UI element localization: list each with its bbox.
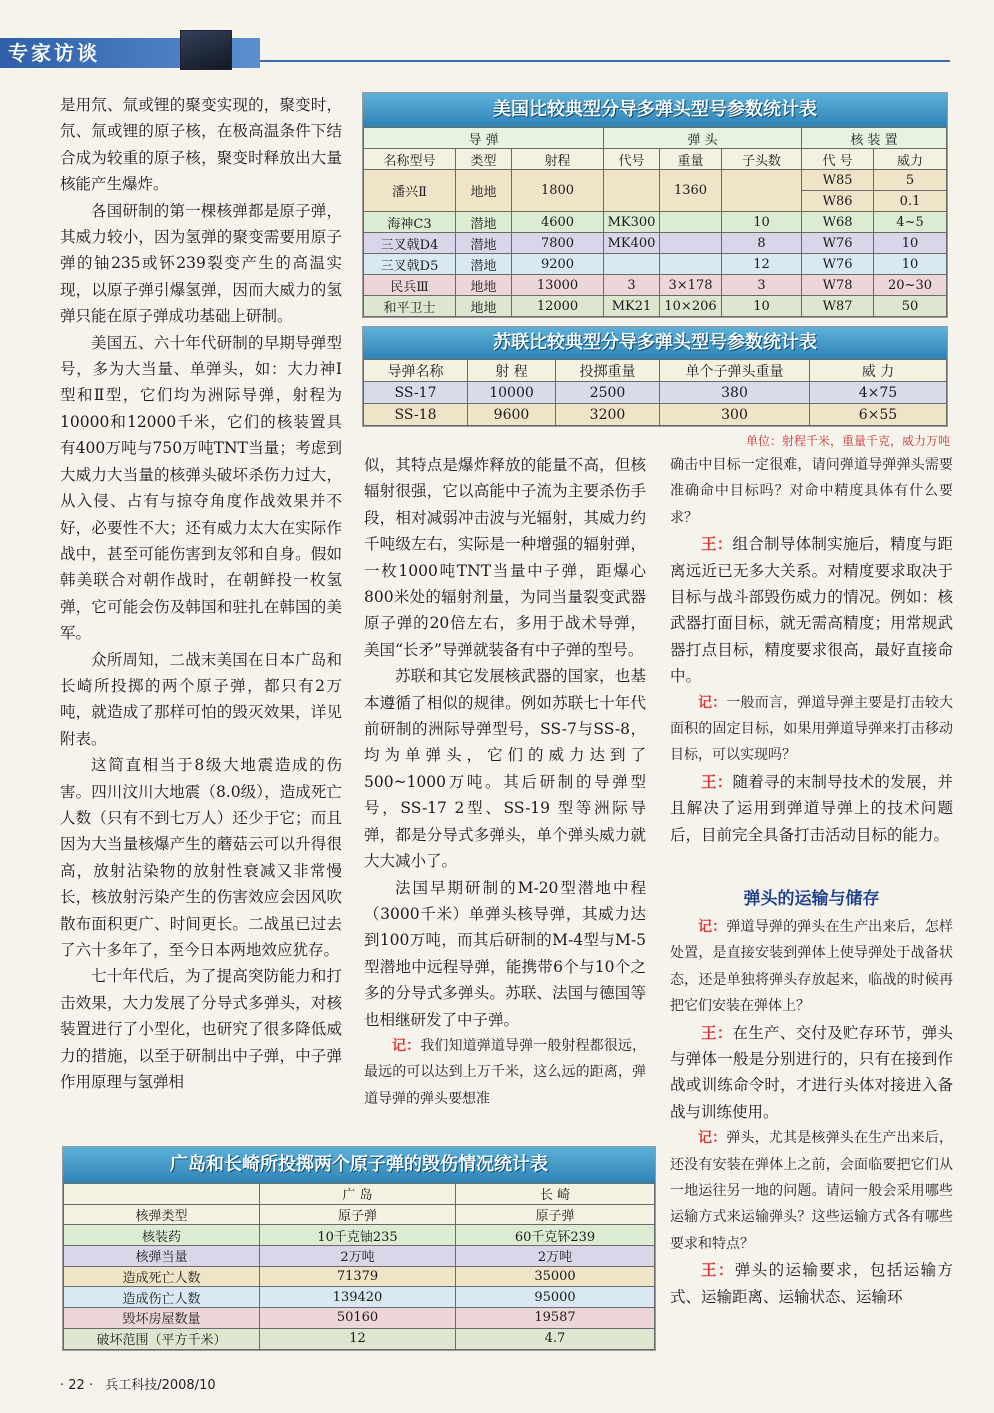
column-header: 名称型号 [364, 149, 456, 170]
cell: 0.1 [874, 191, 947, 212]
cell: 原子弹 [260, 1204, 456, 1225]
cell: 毁坏房屋数量 [64, 1308, 260, 1329]
cell: 60千克钚239 [456, 1225, 655, 1246]
page-footer [60, 1374, 216, 1393]
answer-text: 在生产、交付及贮存环节，弹头与弹体一般是分别进行的，只有在接到作战或训练命令时，才进行头体对接进入备战与训练使用。 [670, 1023, 953, 1121]
cell: 4.7 [456, 1328, 655, 1349]
column-2 [364, 452, 646, 1112]
cell: 地地 [456, 170, 512, 212]
cell: 2万吨 [456, 1246, 655, 1267]
interview-question [670, 914, 953, 1020]
interview-answer [670, 531, 953, 689]
answer-text: 组合制导体制实施后，精度与距离远近已无多大关系。对精度要求取决于目标与战斗部毁伤威力的情况。例如：核武器打面目标，就无需高精度；用常规武器打点目标，精度要求很高，最好直接命中。 [670, 535, 953, 686]
table-row [64, 1287, 655, 1308]
column-3-lower [670, 914, 953, 1310]
header-photo [180, 30, 232, 70]
cell: 4~5 [874, 212, 947, 233]
cell: 139420 [260, 1287, 456, 1308]
cell: SS-17 [364, 382, 468, 404]
cell: 原子弹 [456, 1204, 655, 1225]
cell: 2万吨 [260, 1246, 456, 1267]
table-row [364, 170, 947, 191]
paragraph: 各国研制的第一棵核弹都是原子弹，其威力较小，因为氢弹的聚变需要用原子弹的铀235或钚239裂变产生的高温实现，以原子弹引爆氢弹，因而大威力的氢弹只能在原子弹成功基础上研制。 [60, 201, 342, 326]
cell: 潘兴Ⅱ [364, 170, 456, 212]
cell: 12 [722, 254, 802, 275]
section-title: 专家访谈 [8, 41, 100, 65]
cell: 3 [722, 275, 802, 296]
cell: 核弹当量 [64, 1246, 260, 1267]
table-row [64, 1204, 655, 1225]
cell [660, 233, 722, 254]
interview-answer [670, 1257, 953, 1310]
table-row [364, 275, 947, 296]
column-header: 导弹名称 [364, 360, 468, 382]
cell: 三叉戟D5 [364, 254, 456, 275]
column-header: 类型 [456, 149, 512, 170]
cell: 1800 [512, 170, 604, 212]
table-row [64, 1246, 655, 1267]
cell: 95000 [456, 1287, 655, 1308]
data-table [363, 127, 947, 317]
cell: 民兵Ⅲ [364, 275, 456, 296]
cell: 5 [874, 170, 947, 191]
cell: 10000 [468, 382, 556, 404]
cell: 核弹类型 [64, 1204, 260, 1225]
speaker-label: 记： [392, 1037, 421, 1054]
cell: MK21 [604, 296, 660, 317]
question-text: 弹头，尤其是核弹头在生产出来后，还没有安装在弹体上之前，会面临要把它们从一地运往另一地的问题。请问一般会采用哪些运输方式来运输弹头？这些运输方式各有哪些要求和特点？ [670, 1130, 954, 1252]
column-header: 子头数 [722, 149, 802, 170]
cell: 7800 [512, 233, 604, 254]
cell: 10 [874, 254, 947, 275]
cell [722, 170, 802, 212]
speaker-label: 王： [701, 771, 733, 791]
cell: 9600 [468, 404, 556, 426]
column-header: 单个子弹头重量 [660, 360, 810, 382]
answer-text: 随着寻的末制导技术的发展，并且解决了运用到弹道导弹上的技术问题后，目前完全具备打击活动目标的能力。 [670, 772, 953, 844]
column-header: 威 力 [810, 360, 947, 382]
cell: W76 [802, 254, 874, 275]
column-header: 广 岛 [260, 1184, 456, 1205]
table-title: 苏联比较典型分导多弹头型号参数统计表 [363, 327, 947, 359]
group-header: 导 弹 [364, 128, 604, 149]
table-row [64, 1308, 655, 1329]
cell: 35000 [456, 1266, 655, 1287]
speaker-label: 记： [698, 919, 727, 935]
cell: 4600 [512, 212, 604, 233]
table-row [364, 404, 947, 426]
cell: 地地 [456, 275, 512, 296]
cell: 50160 [260, 1308, 456, 1329]
cell: 380 [660, 382, 810, 404]
cell: 19587 [456, 1308, 655, 1329]
cell: 造成伤亡人数 [64, 1287, 260, 1308]
interview-question: 确击中目标一定很难，请问弹道导弹弹头需要准确命中目标吗？对命中精度具体有什么要求？ [670, 457, 953, 526]
interview-answer [670, 769, 953, 848]
cell: 10×206 [660, 296, 722, 317]
column-header: 重量 [660, 149, 722, 170]
paragraph: 似，其特点是爆炸释放的能量不高，但核辐射很强，它以高能中子流为主要杀伤手段，相对减弱冲击波与光辐射，其威力约千吨级左右，实际是一种增强的辐射弹，一枚1000吨TNT当量中子弹，距爆心800米处的辐射剂量，为同当量裂变武器原子弹的20倍左右，多用于战术导弹，美国“长矛”导弹就装备有中子弹的型号。 [364, 456, 646, 659]
cell: 12 [260, 1328, 456, 1349]
column-header: 代号 [604, 149, 660, 170]
units-note: 单位：射程千米，重量千克，威力万吨 [745, 434, 950, 448]
cell: 10 [722, 212, 802, 233]
interview-question [670, 690, 953, 769]
cell: 8 [722, 233, 802, 254]
interview-answer [670, 1020, 953, 1126]
paragraph: 法国早期研制的M-20型潜地中程（3000千米）单弹头核导弹，其威力达到100万吨，而其后研制的M-4型与M-5型潜地中远程导弹，能携带6个与10个之多的分导式多弹头。苏联、法国与德国等也相继研发了中子弹。 [364, 878, 646, 1029]
cell: W86 [802, 191, 874, 212]
paragraph: 这简直相当于8级大地震造成的伤害。四川汶川大地震（8.0级），造成死亡人数（只有不到七万人）还少于它；而且因为大当量核爆产生的蘑菇云可以升得很高，放射沾染物的放射性衰减又非常慢长，核放射污染产生的伤害效应会因风吹散布面积更广、时间更长。二战虽已过去了六十多年了，至今日本两地效应犹存。 [60, 756, 342, 959]
interview-question [364, 1033, 646, 1112]
table-row [364, 254, 947, 275]
table-row [364, 382, 947, 404]
cell: 3×178 [660, 275, 722, 296]
column-header: 代 号 [802, 149, 874, 170]
paragraph: 是用氘、氚或锂的聚变实现的，聚变时，氘、氚或锂的原子核，在极高温条件下结合成为较重的原子核，聚变时释放出大量核能产生爆炸。 [60, 96, 342, 194]
page-header [0, 0, 994, 84]
table-row [364, 296, 947, 317]
speaker-label: 记： [698, 1130, 727, 1147]
cell: 潜地 [456, 212, 512, 233]
cell: 9200 [512, 254, 604, 275]
group-header: 核 装 置 [802, 128, 947, 149]
paragraph: 美国五、六十年代研制的早期导弹型号，多为大当量、单弹头，如：大力神Ⅰ型和Ⅱ型，它们均为洲际导弹，射程为10000和12000千米，它们的核装置具有400万吨与750万吨TNT当量；考虑到大威力大当量的核弹头破坏杀伤力过大，从入侵、占有与掠夺角度作战效果并不好，必要性不大；还有威力太大在实际作战中，甚至可能伤害到友邻和自身。假如韩美联合对朝作战时，在朝鲜投一枚氢弹，它可能会伤及韩国和驻扎在韩国的美军。 [60, 333, 342, 643]
page-number: · 22 · [60, 1378, 94, 1393]
column-header: 投掷重量 [556, 360, 660, 382]
cell: 破坏范围（平方千米） [64, 1328, 260, 1349]
hiroshima-nagasaki-table [62, 1146, 656, 1351]
cell: W85 [802, 170, 874, 191]
ussr-warhead-table [362, 326, 948, 427]
table-row [364, 233, 947, 254]
data-table [363, 359, 947, 426]
cell: 12000 [512, 296, 604, 317]
cell: 潜地 [456, 233, 512, 254]
table-row [64, 1266, 655, 1287]
question-text: 弹道导弹的弹头在生产出来后，怎样处置，是直接安装到弹体上使导弹处于战备状态，还是单独将弹头存放起来，临战的时候再把它们安装在弹体上？ [670, 919, 954, 1015]
cell: W78 [802, 275, 874, 296]
cell: 4×75 [810, 382, 947, 404]
speaker-label: 王： [701, 1260, 735, 1280]
cell [660, 254, 722, 275]
cell: 13000 [512, 275, 604, 296]
cell: 10 [874, 233, 947, 254]
cell [604, 170, 660, 212]
cell: 300 [660, 404, 810, 426]
cell: W87 [802, 296, 874, 317]
interview-question [670, 1125, 953, 1257]
table-title: 广岛和长崎所投掷两个原子弹的毁伤情况统计表 [63, 1147, 655, 1183]
cell: 潜地 [456, 254, 512, 275]
speaker-label: 王： [701, 1022, 733, 1042]
group-header: 弹 头 [604, 128, 802, 149]
cell: MK400 [604, 233, 660, 254]
column-header: 威力 [874, 149, 947, 170]
cell: W76 [802, 233, 874, 254]
cell: 3 [604, 275, 660, 296]
cell: 6×55 [810, 404, 947, 426]
speaker-label: 王： [701, 534, 733, 554]
column-header: 射 程 [468, 360, 556, 382]
journal-name: 兵工科技/2008/10 [105, 1378, 216, 1393]
column-header: 射程 [512, 149, 604, 170]
column-3 [670, 452, 953, 848]
cell: W68 [802, 212, 874, 233]
cell: 20~30 [874, 275, 947, 296]
cell: 3200 [556, 404, 660, 426]
cell: 核装药 [64, 1225, 260, 1246]
table-row [64, 1328, 655, 1349]
cell: 造成死亡人数 [64, 1266, 260, 1287]
cell [604, 254, 660, 275]
table-row [364, 212, 947, 233]
cell: 50 [874, 296, 947, 317]
cell: 海神C3 [364, 212, 456, 233]
answer-text: 弹头的运输要求，包括运输方式、运输距离、运输状态、运输环 [670, 1261, 953, 1306]
table-title: 美国比较典型分导多弹头型号参数统计表 [363, 93, 947, 127]
cell: 三叉戟D4 [364, 233, 456, 254]
column-header [64, 1184, 260, 1205]
paragraph: 众所周知，二战末美国在日本广岛和长崎所投掷的两个原子弹，都只有2万吨，就造成了那样可怕的毁灭效果，详见附表。 [60, 650, 342, 748]
data-table [63, 1183, 655, 1350]
cell: SS-18 [364, 404, 468, 426]
cell: 和平卫士 [364, 296, 456, 317]
cell: 地地 [456, 296, 512, 317]
subheading: 弹头的运输与储存 [743, 889, 880, 909]
column-1 [60, 92, 342, 1095]
column-header: 长 崎 [456, 1184, 655, 1205]
us-warhead-table [362, 92, 948, 318]
paragraph: 七十年代后，为了提高突防能力和打击效果，大力发展了分导式多弹头，对核装置进行了小型化，也研究了很多降低威力的措施，以至于研制出中子弹，中子弹作用原理与氢弹相 [60, 967, 342, 1092]
cell: 10千克铀235 [260, 1225, 456, 1246]
cell: 2500 [556, 382, 660, 404]
cell [660, 212, 722, 233]
header-rule [260, 60, 950, 62]
table-row [64, 1225, 655, 1246]
cell: MK300 [604, 212, 660, 233]
paragraph: 苏联和其它发展核武器的国家，也基本遵循了相似的规律。例如苏联七十年代前研制的洲际导弹型号，SS-7与SS-8，均为单弹头，它们的威力达到了500~1000万吨。其后研制的导弹型号，SS-17 2型、SS-19 型等洲际导弹，都是分导式多弹头，单个弹头威力就大大减小了。 [364, 667, 646, 871]
cell: 10 [722, 296, 802, 317]
question-text: 一般而言，弹道导弹主要是打击较大面积的固定目标，如果用弹道导弹来打击移动目标，可以实现吗？ [670, 694, 954, 764]
speaker-label: 记： [698, 694, 727, 711]
cell: 71379 [260, 1266, 456, 1287]
cell: 1360 [660, 170, 722, 212]
question-text: 我们知道弹道导弹一般射程都很远，最远的可以达到上万千米，这么远的距离，弹道导弹的弹头要想准 [364, 1037, 647, 1107]
